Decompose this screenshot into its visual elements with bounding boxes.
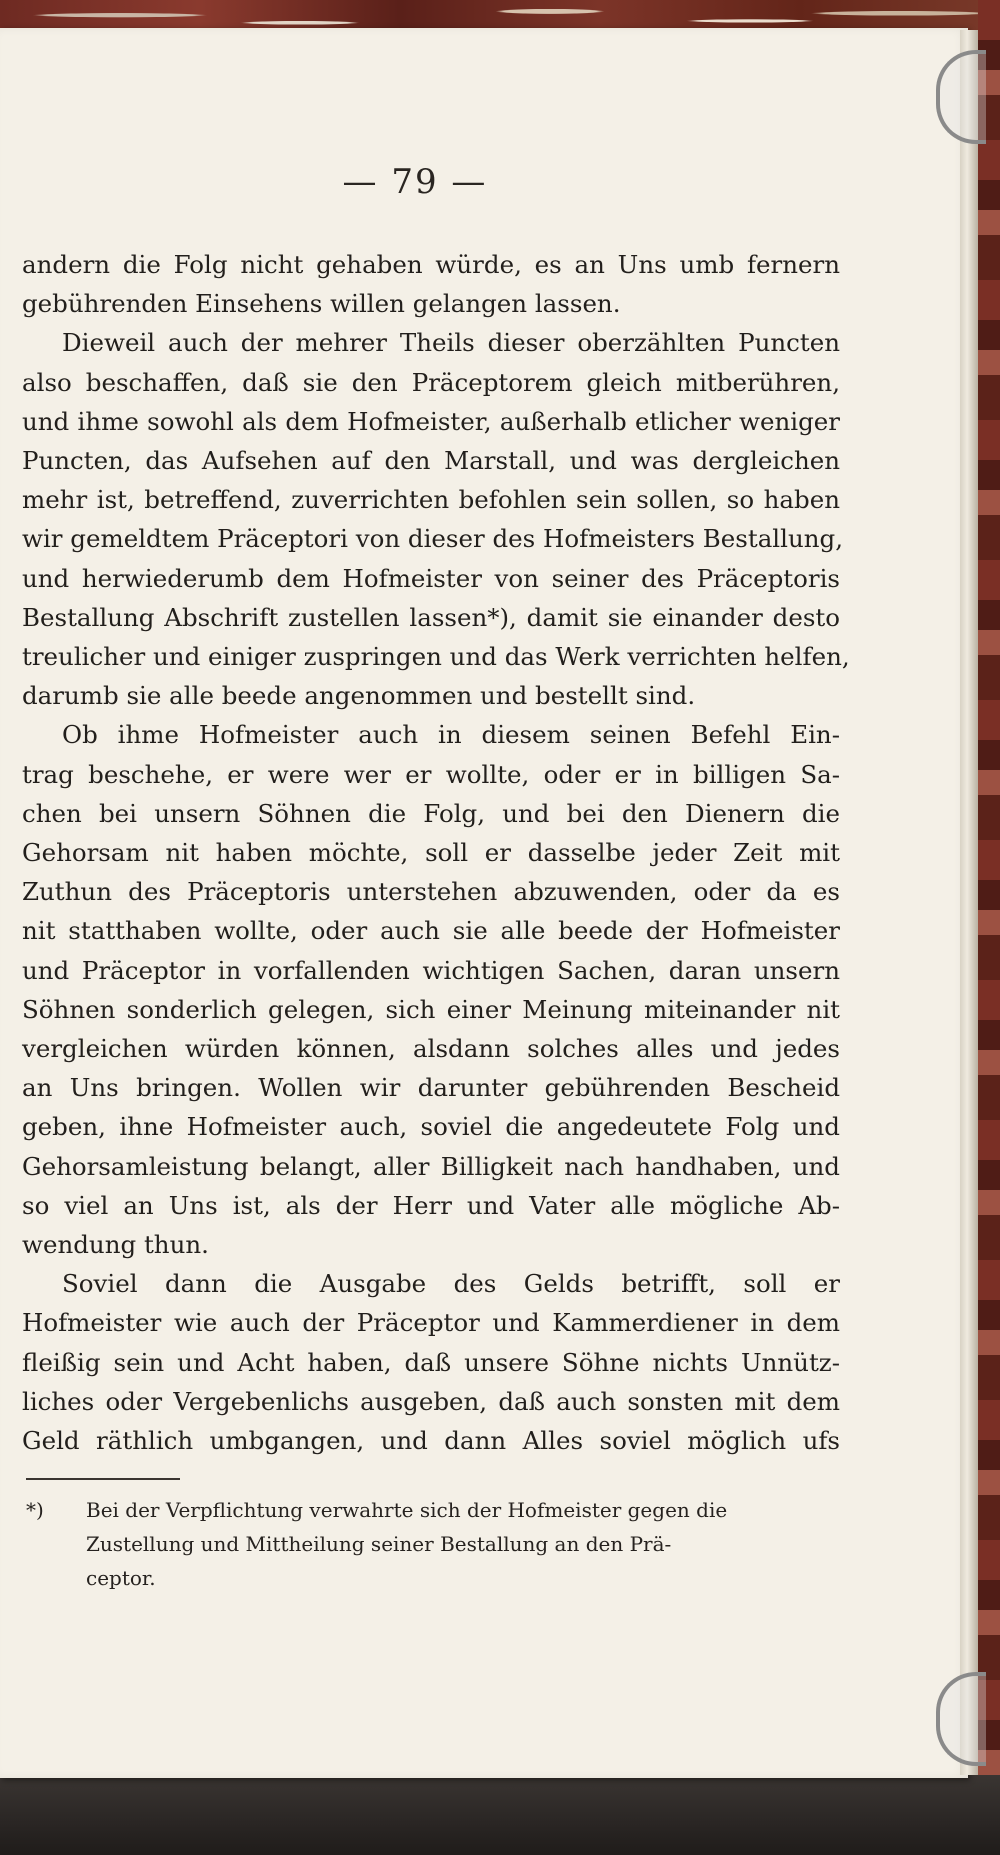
footnote xyxy=(26,1493,816,1595)
text-line: Söhnen sonderlich gelegen, sich einer Meinung miteinander nit xyxy=(22,994,840,1024)
text-line: Bestallung Abschrift zustellen lassen*), damit sie einander desto xyxy=(22,602,840,632)
text-line: so viel an Uns ist, als der Herr und Vater alle mögliche Ab- xyxy=(22,1190,840,1220)
text-line: wir gemeldtem Präceptori von dieser des Hofmeisters Bestallung, xyxy=(22,524,844,554)
text-line: gebührenden Einsehens willen gelangen lassen. xyxy=(22,289,621,319)
footnote-divider xyxy=(26,1478,180,1480)
footnote-line: Zustellung und Mittheilung seiner Bestallung an den Prä- xyxy=(86,1532,672,1556)
text-line: treulicher und einiger zuspringen und das Werk verrichten helfen, xyxy=(22,642,850,672)
page-edge xyxy=(960,30,978,1775)
text-line: trag beschehe, er were wer er wollte, oder er in billigen Sa- xyxy=(22,759,840,789)
text-line: Dieweil auch der mehrer Theils dieser oberzählten Puncten xyxy=(62,328,840,358)
page-number: — 79 — xyxy=(342,162,488,202)
scan-background-bottom xyxy=(0,1775,1000,1855)
text-line: fleißig sein und Acht haben, daß unsere Söhne nichts Unnütz- xyxy=(22,1347,840,1377)
text-line: mehr ist, betreffend, zuverrichten befohlen sein sollen, so haben xyxy=(22,485,840,515)
text-line: Puncten, das Aufsehen auf den Marstall, und was dergleichen xyxy=(22,446,840,476)
text-line: nit statthaben wollte, oder auch sie alle beede der Hofmeister xyxy=(22,916,840,946)
text-line: Zuthun des Präceptoris unterstehen abzuwenden, oder da es xyxy=(22,877,840,907)
text-line: geben, ihne Hofmeister auch, soviel die angedeutete Folg und xyxy=(22,1112,840,1142)
text-line: Gehorsam nit haben möchte, soll er dasselbe jeder Zeit mit xyxy=(22,838,840,868)
footnote-text: Bei der Verpflichtung verwahrte sich der Hofmeister gegen die xyxy=(86,1498,728,1522)
text-line: wendung thun. xyxy=(22,1230,209,1260)
text-line: liches oder Vergebenlichs ausgeben, daß auch sonsten mit dem xyxy=(22,1386,840,1416)
footnote-mark: *) xyxy=(26,1498,44,1522)
text-line: vergleichen würden können, alsdann solches alles und jedes xyxy=(22,1034,840,1064)
text-line: Ob ihme Hofmeister auch in diesem seinen Befehl Ein- xyxy=(62,720,840,750)
text-line: und ihme sowohl als dem Hofmeister, außerhalb etlicher weniger xyxy=(22,406,840,436)
footnote-line: ceptor. xyxy=(86,1566,156,1590)
text-line: chen bei unsern Söhnen die Folg, und bei den Dienern die xyxy=(22,798,840,828)
text-line: Hofmeister wie auch der Präceptor und Kammerdiener in dem xyxy=(22,1308,840,1338)
text-line: Gehorsamleistung belangt, aller Billigkeit nach handhaben, und xyxy=(22,1151,840,1181)
text-line: darumb sie alle beede angenommen und bestellt sind. xyxy=(22,681,696,711)
text-line: also beschaffen, daß sie den Präceptorem gleich mitberühren, xyxy=(22,367,840,397)
text-line: und herwiederumb dem Hofmeister von seiner des Präceptoris xyxy=(22,563,840,593)
text-line: Soviel dann die Ausgabe des Gelds betrifft, soll er xyxy=(62,1269,840,1299)
text-line: Geld räthlich umbgangen, und dann Alles soviel möglich ufs xyxy=(22,1426,840,1456)
footnote-line xyxy=(26,1493,816,1527)
text-line: und Präceptor in vorfallenden wichtigen Sachen, daran unsern xyxy=(22,955,840,985)
text-line: an Uns bringen. Wollen wir darunter gebührenden Bescheid xyxy=(22,1073,840,1103)
body-text xyxy=(22,245,850,1460)
text-line: andern die Folg nicht gehaben würde, es an Uns umb fernern xyxy=(22,250,840,279)
book-cover-right-edge xyxy=(978,0,1000,1780)
